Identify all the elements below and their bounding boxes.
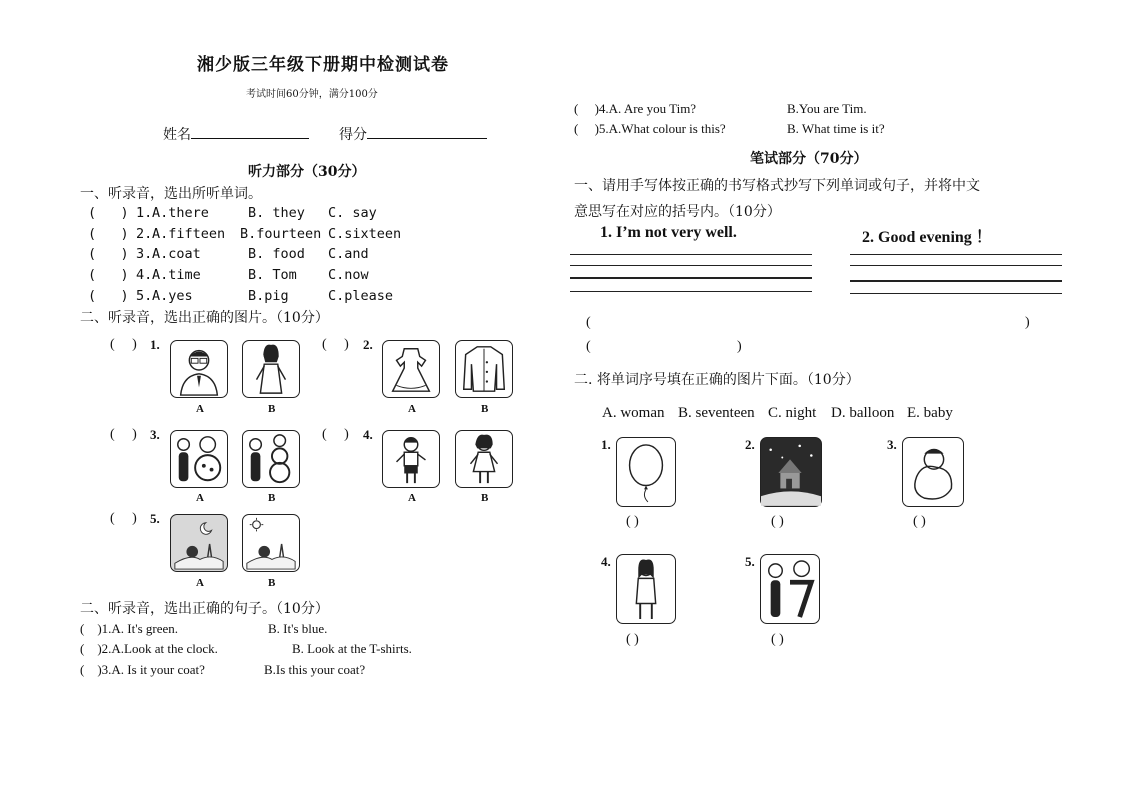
- woman-picture[interactable]: [242, 340, 300, 398]
- option-a: A.fifteen: [152, 226, 226, 242]
- answer-paren[interactable]: ( ): [322, 427, 349, 442]
- word-option-b: B. seventeen: [678, 405, 755, 421]
- word-row[interactable]: ( ): [88, 226, 129, 242]
- row-number: 5.: [136, 288, 153, 304]
- label-a: A: [408, 403, 416, 415]
- sentence-option-b: B.You are Tim.: [787, 101, 867, 116]
- item-number: 2.: [363, 337, 373, 352]
- answer-paren-3[interactable]: ( ): [913, 514, 926, 529]
- meaning-paren-close-1: ): [1025, 315, 1030, 330]
- meaning-paren-open-1[interactable]: (: [586, 315, 591, 330]
- answer-paren-5[interactable]: ( ): [771, 632, 784, 647]
- part1-heading: 一、听录音，选出所听单词。: [80, 186, 262, 202]
- row-number: 4.: [136, 267, 153, 283]
- label-b: B: [481, 492, 489, 504]
- writing-part1-heading-line2: 意思写在对应的括号内。（10分）: [574, 204, 781, 220]
- day-scene-picture[interactable]: [242, 514, 300, 572]
- option-a: A.time: [152, 267, 201, 283]
- sentence-option-b: B. Look at the T-shirts.: [292, 641, 412, 656]
- coat-picture[interactable]: [455, 340, 513, 398]
- item-number: 2.: [745, 437, 755, 452]
- girl-picture[interactable]: [455, 430, 513, 488]
- word-option-a: A. woman: [602, 405, 665, 421]
- answer-paren[interactable]: ( ): [110, 511, 137, 526]
- word-option-c: C. night: [768, 405, 817, 421]
- name-blank[interactable]: [191, 124, 309, 139]
- page-title: 湘少版三年级下册期中检测试卷: [197, 55, 449, 75]
- row-number: 2.: [136, 226, 153, 242]
- number-18-picture[interactable]: [242, 430, 300, 488]
- item-number: 1.: [601, 437, 611, 452]
- sentence-option-b: B.Is this your coat?: [264, 662, 366, 677]
- night-picture[interactable]: [760, 437, 822, 507]
- writing-part2-heading: 二. 将单词序号填在正确的图片下面。（10分）: [574, 372, 860, 388]
- copy-sentence-2: 2. Good evening ！: [862, 229, 992, 246]
- label-b: B: [268, 403, 276, 415]
- item-number: 1.: [150, 337, 160, 352]
- word-row[interactable]: ( ): [88, 205, 129, 221]
- option-c: C.and: [328, 246, 369, 262]
- word-row[interactable]: ( ): [88, 267, 129, 283]
- option-c: C. say: [328, 205, 377, 221]
- sentence-row[interactable]: ( )3.A. Is it your coat?: [80, 662, 205, 677]
- answer-paren[interactable]: ( ): [110, 337, 137, 352]
- part3-heading: 二、听录音，选出正确的句子。（10分）: [80, 601, 329, 617]
- meaning-paren-close-2: ): [737, 339, 742, 354]
- label-b: B: [268, 492, 276, 504]
- item-number: 4.: [601, 554, 611, 569]
- row-number: 1.: [136, 205, 153, 221]
- sentence-option-b: B. What time is it?: [787, 121, 885, 136]
- option-c: C.sixteen: [328, 226, 402, 242]
- baby-picture[interactable]: [902, 437, 964, 507]
- answer-paren[interactable]: ( ): [110, 427, 137, 442]
- label-a: A: [408, 492, 416, 504]
- option-b: B. food: [248, 246, 305, 262]
- sentence-row[interactable]: ( )1.A. It's green.: [80, 621, 179, 636]
- label-a: A: [196, 492, 204, 504]
- score-field[interactable]: [339, 124, 487, 144]
- item-number: 3.: [887, 437, 897, 452]
- balloon-picture[interactable]: [616, 437, 676, 507]
- seventeen-picture[interactable]: [760, 554, 820, 624]
- row-number: 3.: [136, 246, 153, 262]
- sentence-option-b: B. It's blue.: [268, 621, 328, 636]
- option-b: B. they: [248, 205, 305, 221]
- answer-paren-2[interactable]: ( ): [771, 514, 784, 529]
- option-b: B.pig: [248, 288, 289, 304]
- option-c: C.please: [328, 288, 394, 304]
- label-a: A: [196, 403, 204, 415]
- word-option-e: E. baby: [907, 405, 953, 421]
- number-16-picture[interactable]: [170, 430, 228, 488]
- label-b: B: [481, 403, 489, 415]
- score-label: 得分: [339, 127, 367, 143]
- exam-info: 考试时间60分钟，满分100分: [246, 89, 378, 100]
- sentence-row[interactable]: ( )4.A. Are you Tim?: [574, 101, 697, 116]
- label-a: A: [196, 577, 204, 589]
- man-with-glasses-picture[interactable]: [170, 340, 228, 398]
- option-b: B. Tom: [248, 267, 297, 283]
- word-row[interactable]: ( ): [88, 288, 129, 304]
- option-c: C.now: [328, 267, 369, 283]
- sentence-row[interactable]: ( )5.A.What colour is this?: [574, 121, 726, 136]
- answer-paren-4[interactable]: ( ): [626, 632, 639, 647]
- copy-sentence-1: 1. I’m not very well.: [600, 224, 737, 241]
- part2-heading: 二、听录音，选出正确的图片。（10分）: [80, 310, 329, 326]
- item-number: 5.: [150, 511, 160, 526]
- option-a: A.there: [152, 205, 209, 221]
- name-label: 姓名: [163, 127, 191, 143]
- writing-part1-heading-line1: 一、请用手写体按正确的书写格式抄写下列单词或句子，并将中文: [574, 178, 980, 194]
- name-field[interactable]: [163, 124, 309, 144]
- word-option-d: D. balloon: [831, 405, 895, 421]
- option-b: B.fourteen: [240, 226, 322, 242]
- meaning-paren-open-2[interactable]: (: [586, 339, 591, 354]
- night-scene-picture[interactable]: [170, 514, 228, 572]
- word-row[interactable]: ( ): [88, 246, 129, 262]
- sentence-row[interactable]: ( )2.A.Look at the clock.: [80, 641, 218, 656]
- answer-paren[interactable]: ( ): [322, 337, 349, 352]
- listening-heading: 听力部分（30分）: [248, 164, 366, 180]
- boy-picture[interactable]: [382, 430, 440, 488]
- option-a: A.yes: [152, 288, 193, 304]
- item-number: 5.: [745, 554, 755, 569]
- score-blank[interactable]: [367, 124, 487, 139]
- label-b: B: [268, 577, 276, 589]
- writing-heading: 笔试部分（70分）: [750, 151, 868, 167]
- option-a: A.coat: [152, 246, 201, 262]
- answer-paren-1[interactable]: ( ): [626, 514, 639, 529]
- dress-picture[interactable]: [382, 340, 440, 398]
- woman-picture[interactable]: [616, 554, 676, 624]
- item-number: 4.: [363, 427, 373, 442]
- item-number: 3.: [150, 427, 160, 442]
